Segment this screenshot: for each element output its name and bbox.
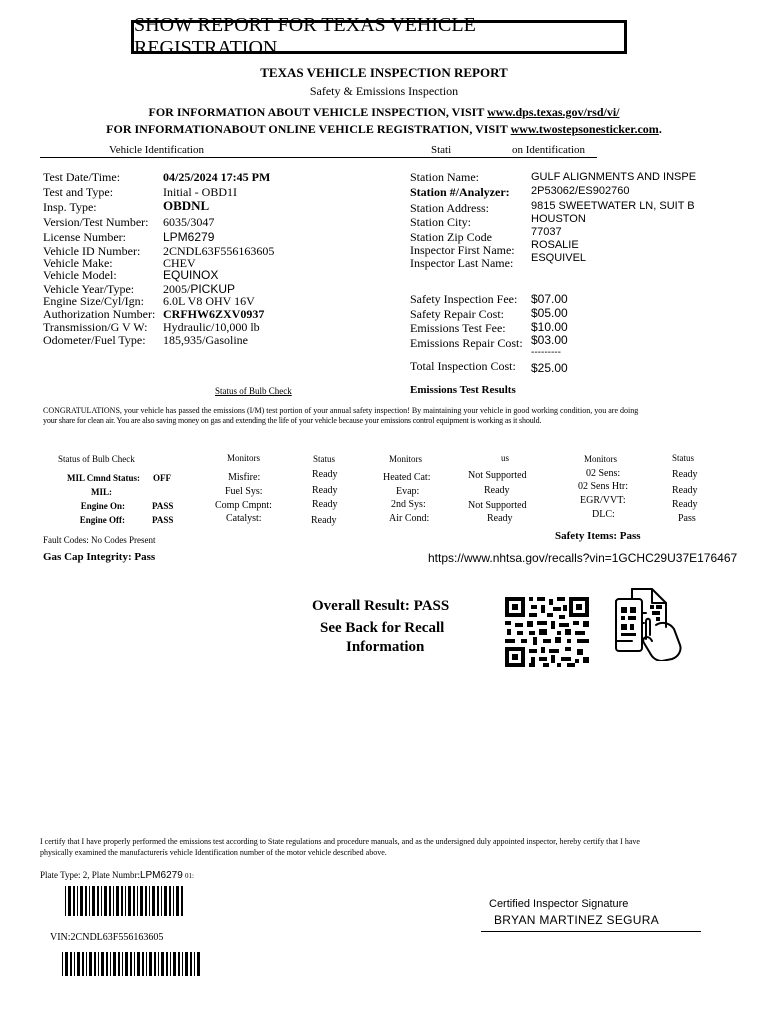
barcode-bar [68,886,71,916]
barcode-bar [161,886,162,916]
barcode-bar [77,952,80,976]
monitors-header-2: Monitors [389,454,423,464]
value-station-name: GULF ALIGNMENTS AND INSPE [531,171,697,183]
barcode-bar [82,952,84,976]
label-version: Version/Test Number: [43,215,149,229]
status-2nd-sys: Not Supported [468,500,527,511]
monitor-o2-sens-htr: 02 Sens Htr: [578,481,628,492]
status-dlc: Pass [678,513,696,524]
value-insp-type: OBDNL [163,198,210,213]
value-safety-fee: $07.00 [531,292,568,306]
recall-info-line2: Information [346,639,425,655]
phone-scan-icon [612,583,684,661]
value-station-city: HOUSTON [531,213,586,225]
value-model: EQUINOX [163,268,219,282]
label-station-zip: Station Zip Code [410,230,492,244]
barcode-bar [110,952,111,976]
barcode-bar [122,952,123,976]
barcode-bar [89,952,92,976]
label-safety-repair: Safety Repair Cost: [410,307,504,321]
status-catalyst: Ready [311,515,337,526]
plate-info-prefix: Plate Type: 2, Plate Numbr: [40,870,140,880]
barcode-plate [65,886,185,916]
bulb-label-mil-cmnd: MIL Cmnd Status: [66,473,140,483]
info-line-inspection-text: FOR INFORMATION ABOUT VEHICLE INSPECTION, VISIT [148,105,485,119]
monitor-catalyst: Catalyst: [226,513,262,524]
label-test-type: Test and Type: [43,185,114,199]
status-o2-sens-htr: Ready [672,485,698,496]
bulb-value-mil-cmnd: OFF [153,473,171,483]
barcode-bar [121,886,123,916]
bulb-value-engine-off: PASS [152,515,174,525]
label-inspector-last: Inspector Last Name: [410,256,514,270]
label-station-name: Station Name: [410,170,479,184]
label-emissions-repair: Emissions Repair Cost: [410,336,523,350]
barcode-bar [86,952,87,976]
emissions-results-heading: Emissions Test Results [410,384,516,396]
monitor-comp-cmpnt: Comp Cmpnt: [215,500,272,511]
report-title-box [131,14,627,59]
certify-line1: I certify that I have properly performed the emissions test according to State regulations and procedure manuals, and as the undersigned duly appointed inspector, hereby certify that I have [40,837,640,846]
barcode-bar [70,952,72,976]
barcode-bar [133,886,135,916]
plate-number: LPM6279 [139,870,183,881]
barcode-bar [164,886,167,916]
barcode-bar [116,886,119,916]
barcode-bar [185,952,188,976]
barcode-bar [98,952,99,976]
monitors-header-3: Monitors [584,454,618,464]
label-safety-fee: Safety Inspection Fee: [410,292,518,306]
monitor-egr-vvt: EGR/VVT: [580,495,626,506]
barcode-bar [170,952,171,976]
barcode-bar [152,886,155,916]
dps-link[interactable]: www.dps.texas.gov/rsd/vi/ [487,105,620,119]
barcode-bar [109,886,111,916]
value-test-type: Initial - OBD1I [163,185,237,199]
barcode-bar [118,952,120,976]
monitor-evap: Evap: [396,486,420,497]
safety-items: Safety Items: Pass [555,530,641,542]
barcode-bar [97,886,99,916]
plate-info [40,870,194,881]
section-station-part1: Stati [431,144,452,156]
label-station-analyzer: Station #/Analyzer: [410,185,510,199]
value-station-zip: 77037 [531,226,562,238]
monitor-heated-cat: Heated Cat: [383,472,431,483]
barcode-bar [128,886,131,916]
barcode-bar [65,952,68,976]
value-body-type: PICKUP [190,282,236,296]
barcode-bar [181,886,183,916]
value-inspector-last: ESQUIVEL [531,252,587,264]
barcode-bar [113,886,114,916]
barcode-bar [77,886,78,916]
vin-label: VIN:2CNDL63F556163605 [50,932,164,943]
bulb-check-header: Status of Bulb Check [58,454,135,464]
section-station-part2: on Identification [512,144,586,156]
barcode-bar [106,952,108,976]
status-evap: Ready [484,485,510,496]
label-total-cost: Total Inspection Cost: [410,359,516,373]
barcode-vin [62,952,202,976]
recall-url[interactable]: https://www.nhtsa.gov/recalls?vin=1GCHC29U37E176467 [428,551,738,565]
bulb-label-engine-off: Engine Off: [79,515,125,525]
label-station-city: Station City: [410,215,472,229]
monitor-fuel-sys: Fuel Sys: [225,486,263,497]
barcode-bar [173,952,176,976]
status-o2-sens: Ready [672,469,698,480]
recall-info-line1: See Back for Recall [320,620,445,636]
barcode-bar [161,952,164,976]
barcode-bar [169,886,171,916]
fault-codes: Fault Codes: No Codes Present [43,535,156,545]
barcode-bar [73,886,75,916]
label-station-address: Station Address: [410,201,490,215]
status-air-cond: Ready [487,513,513,524]
value-year: 2005/ [163,282,191,296]
label-inspector-first: Inspector First Name: [410,243,515,257]
monitor-o2-sens: 02 Sens: [586,468,621,479]
label-year-type: Vehicle Year/Type: [43,282,135,296]
value-license: LPM6279 [163,230,215,244]
barcode-bar [134,952,135,976]
barcode-bar [140,886,143,916]
value-station-analyzer: 2P53062/ES902760 [531,185,630,197]
monitor-misfire: Misfire: [228,472,261,483]
label-vin: Vehicle ID Number: [43,244,141,258]
barcode-bar [154,952,156,976]
value-safety-repair: $05.00 [531,306,568,320]
value-test-date: 04/25/2024 17:45 PM [163,170,271,184]
barcode-bar [173,886,174,916]
barcode-bar [142,952,144,976]
barcode-bar [197,952,200,976]
barcode-bar [125,886,126,916]
congrats-line1: CONGRATULATIONS, your vehicle has passed the emissions (I/M) test portion of your annual safety inspection! By maintaining your vehicle in good working condition, you are doing [43,406,639,415]
barcode-bar [176,886,179,916]
monitor-air-cond: Air Cond: [389,513,430,524]
value-inspector-first: ROSALIE [531,239,579,251]
barcode-bar [194,952,195,976]
barcode-bar [130,952,132,976]
monitor-dlc: DLC: [592,509,615,520]
barcode-bar [101,952,104,976]
barcode-bar [92,886,95,916]
barcode-bar [149,886,150,916]
label-make: Vehicle Make: [43,256,113,270]
barcode-bar [74,952,75,976]
label-license: License Number: [43,230,126,244]
value-engine: 6.0L V8 OHV 16V [163,294,255,308]
qr-code[interactable] [505,597,589,667]
label-odometer: Odometer/Fuel Type: [43,333,146,347]
value-transmission: Hydraulic/10,000 lb [163,320,260,334]
bulb-label-engine-on: Engine On: [80,501,125,511]
signature-name: BRYAN MARTINEZ SEGURA [494,913,659,927]
info-line-inspection [0,105,768,120]
signature-label: Certified Inspector Signature [489,898,629,910]
barcode-bar [94,952,96,976]
value-emissions-repair: $03.00 [531,333,568,347]
status-heated-cat: Not Supported [468,470,527,481]
value-make: CHEV [163,256,196,270]
barcode-bar [178,952,180,976]
barcode-bar [137,886,138,916]
label-emissions-fee: Emissions Test Fee: [410,321,506,335]
twostep-link[interactable]: www.twostepsonesticker.com [510,122,659,136]
barcode-bar [101,886,102,916]
cost-separator: --------- [531,347,561,358]
status-fuel-sys: Ready [312,485,338,496]
value-auth: CRFHW6ZXV0937 [163,307,265,321]
value-version: 6035/3047 [163,215,215,229]
value-odometer: 185,935/Gasoline [163,333,248,347]
barcode-bar [80,886,83,916]
barcode-bar [62,952,63,976]
label-model: Vehicle Model: [43,268,117,282]
signature-line [481,931,701,932]
status-header-3: Status [672,453,695,463]
gas-cap-integrity: Gas Cap Integrity: Pass [43,551,156,563]
value-emissions-fee: $10.00 [531,320,568,334]
overall-result: Overall Result: PASS [312,598,450,614]
barcode-bar [157,886,159,916]
status-misfire: Ready [312,469,338,480]
barcode-bar [89,886,90,916]
congrats-line2: your share for clean air. You are also saving money on gas and extending the life of your vehicle because your emissions control equipment is working as it should. [43,416,542,425]
barcode-bar [137,952,140,976]
status-header-2: us [501,453,510,463]
barcode-bar [166,952,168,976]
report-title: TEXAS VEHICLE INSPECTION REPORT [260,65,508,80]
status-header-1: Status [313,454,336,464]
label-engine: Engine Size/Cyl/Ign: [43,294,144,308]
label-auth: Authorization Number: [43,307,156,321]
bulb-value-engine-on: PASS [152,501,174,511]
report-subtitle: Safety & Emissions Inspection [309,84,459,98]
barcode-bar [158,952,159,976]
barcode-bar [65,886,66,916]
status-bulb-check-heading: Status of Bulb Check [215,386,292,396]
plate-suffix: 01: [185,872,194,880]
value-total-cost: $25.00 [531,361,568,375]
info-line-period: . [658,122,662,136]
label-test-date: Test Date/Time: [43,170,121,184]
report-title-box-text: SHOW REPORT FOR TEXAS VEHICLE REGISTRATION [134,14,476,59]
barcode-bar [190,952,192,976]
monitors-header-1: Monitors [227,453,261,463]
label-insp-type: Insp. Type: [43,200,97,214]
barcode-bar [149,952,152,976]
status-egr-vvt: Ready [672,499,698,510]
barcode-bar [145,886,147,916]
label-transmission: Transmission/G V W: [43,320,148,334]
barcode-bar [85,886,87,916]
info-line-registration [0,122,768,137]
bulb-label-mil: MIL: [91,487,112,497]
section-vehicle-identification: Vehicle Identification [109,144,204,156]
barcode-bar [113,952,116,976]
monitor-2nd-sys: 2nd Sys: [391,499,426,510]
section-divider [40,157,597,158]
status-comp-cmpnt: Ready [312,499,338,510]
barcode-bar [146,952,147,976]
info-line-registration-text: FOR INFORMATIONABOUT ONLINE VEHICLE REGISTRATION, VISIT [106,122,508,136]
barcode-bar [104,886,107,916]
certify-line2: physically examined the manufacturerís vehicle Identification number of the motor vehicle described above. [40,848,387,857]
value-station-address: 9815 SWEETWATER LN, SUIT B [531,200,695,212]
value-vin: 2CNDL63F556163605 [163,244,275,258]
barcode-bar [182,952,183,976]
barcode-bar [125,952,128,976]
